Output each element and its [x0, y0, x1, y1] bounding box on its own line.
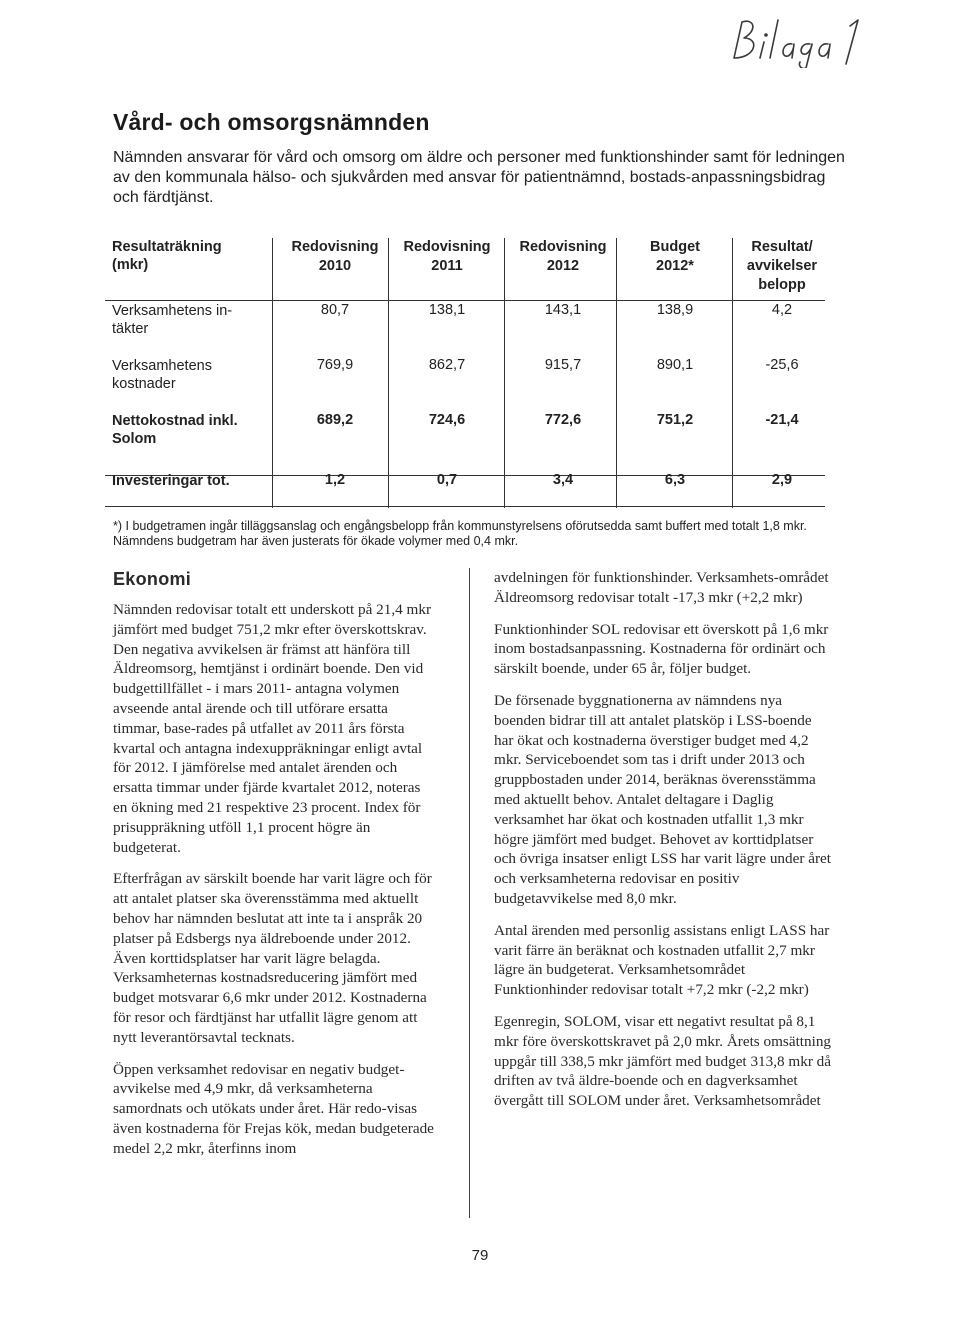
- table-cell: 4,2: [771, 302, 793, 318]
- right-column: [494, 568, 834, 1123]
- table-cell: 772,6: [544, 412, 582, 428]
- table-cell: 751,2: [656, 412, 694, 428]
- table-row: [105, 357, 825, 412]
- table-cell: 689,2: [316, 412, 354, 428]
- table-rule: [105, 506, 825, 507]
- table-cell: 80,7: [320, 302, 350, 318]
- header-cell: Redovisning 2010: [291, 239, 379, 274]
- header-cell: Budget 2012*: [650, 239, 700, 274]
- table-cell: 138,9: [656, 302, 694, 318]
- left-column: [113, 600, 438, 1171]
- table-cell: 724,6: [428, 412, 466, 428]
- body-paragraph: Funktionhinder SOL redovisar ett överskott på 1,6 mkr inom bostadsanpassning. Kostnaderna för ordinärt och särskilt boende, under 65 år, följer budget.: [494, 620, 829, 678]
- table-cell: -21,4: [765, 412, 799, 428]
- intro-paragraph: Nämnden ansvarar för vård och omsorg om äldre och personer med funktionshinder samt för ledningen av den kommunala hälso- och sjukvården med ansvar för patientnämnd, bostads-anpassningsbidrag och färdtjänst.: [113, 149, 845, 206]
- table-cell: 769,9: [316, 357, 354, 373]
- table-row: [105, 302, 825, 357]
- column-divider: [469, 568, 470, 1218]
- table-cell: -25,6: [765, 357, 799, 373]
- body-paragraph: Egenregin, SOLOM, visar ett negativt resultat på 8,1 mkr före överskottskravet på 2,0 mkr. Årets omsättning uppgår till 338,5 mkr jämfört med budget 313,8 mkr då driften av två äldre-boende och en dagverksamhet övergått till SOLOM under året. Verksamhetsområdet: [494, 1012, 832, 1110]
- body-paragraph: De försenade byggnationerna av nämndens nya boenden bidrar till att antalet platsköp i LSS-boende har ökat och kostnaderna överstiger budget med 4,2 mkr. Serviceboendet som tas i drift under 2013 och gruppbostaden under 2014, beräknas överensstämma med aktuellt behov. Antalet deltagare i Daglig verksamhet har ökat och kostnaden utfallit 1,3 mkr högre jämfört med budget. Behovet av korttidplatser och övriga insatser enligt LSS har varit lägre under året och verksamheterna redovisar en positiv budgetavvikelse med 8,0 mkr.: [494, 691, 831, 907]
- table-cell: 915,7: [544, 357, 582, 373]
- table-cell: 6,3: [664, 472, 686, 488]
- header-cell: Redovisning 2011: [403, 239, 491, 274]
- table-cell: 143,1: [544, 302, 582, 318]
- table-cell: 0,7: [436, 472, 458, 488]
- body-paragraph: Öppen verksamhet redovisar en negativ budget-avvikelse med 4,9 mkr, då verksamheterna samordnats och utökats under året. Här redo-visas även kostnaderna för Frejas kök, medan budgeterade medel 2,2 mkr, återfinns inom: [113, 1060, 434, 1157]
- section-title: Ekonomi: [113, 569, 192, 589]
- header-cell: Resultaträkning (mkr): [112, 239, 222, 273]
- table-row: [105, 472, 825, 504]
- table-cell: 138,1: [428, 302, 466, 318]
- table-footnote: *) I budgetramen ingår tilläggsanslag och engångsbelopp från kommunstyrelsens oförutsedda samt buffert med totalt 1,8 mkr. Nämndens budgetram har även justerats för ökade volymer med 0,4 mkr.: [113, 519, 807, 548]
- body-paragraph: Antal ärenden med personlig assistans enligt LASS har varit färre än beräknat och kostnaden utfallit 2,7 mkr lägre än budgeterat. Verksamhetsområdet Funktionhinder redovisar totalt +7,2 mkr (-2,2 mkr): [494, 921, 830, 999]
- handwritten-note: [720, 8, 870, 68]
- body-paragraph: Efterfrågan av särskilt boende har varit lägre och för att antalet platser ska överensstämma med aktuellt behov har nämnden beslutat att inte ta i anspråk 20 platser på Edsbergs nya äldreboende under 2012. Även korttidsplatser har varit lägre belagda. Verksamheternas kostnadsreducering jämfört med budget motsvarar 6,6 mkr under 2012. Kostnaderna för resor och färdtjänst har utfallit lägre genom att nytt leverantörsavtal tecknats.: [113, 870, 432, 1046]
- table-cell: 2,9: [771, 472, 793, 488]
- page-heading: Vård- och omsorgsnämnden: [113, 109, 430, 135]
- header-cell: Redovisning 2012: [519, 239, 607, 274]
- body-paragraph: Nämnden redovisar totalt ett underskott på 21,4 mkr jämfört med budget 751,2 mkr efter överskottskrav. Den negativa avvikelsen är främst att hänföra till Äldreomsorg, hemtjänst i ordinärt boende. Den vid budgettillfället - i mars 2011- antagna volymen avseende antal ärende och till utförare ersatta timmar, base-rades på utfallet av 2011 års första kvartal och antagna indexuppräkningar enligt avtal för 2012. I jämförelse med antalet ärenden och ersatta timmar under fjärde kvartalet 2012, noteras en ökning med 21 respektive 23 procent. Index för prisuppräkning utföll 1,1 procent högre än budgeterat.: [113, 601, 432, 856]
- row-label: Nettokostnad inkl. Solom: [112, 413, 238, 447]
- table-cell: 862,7: [428, 357, 466, 373]
- header-cell: Resultat/ avvikelser belopp: [746, 239, 818, 293]
- table-row: [105, 412, 825, 465]
- results-table: [105, 238, 825, 497]
- row-label: Verksamhetens kostnader: [112, 358, 212, 392]
- row-label: Investeringar tot.: [112, 473, 230, 489]
- table-header-row: [105, 238, 825, 302]
- table-cell: 890,1: [656, 357, 694, 373]
- table-cell: 3,4: [552, 472, 574, 488]
- table-cell: 1,2: [324, 472, 346, 488]
- row-label: Verksamhetens in-täkter: [112, 303, 233, 337]
- page-number: 79: [471, 1247, 489, 1264]
- body-paragraph: avdelningen för funktionshinder. Verksamhets-området Äldreomsorg redovisar totalt -17,3 mkr (+2,2 mkr): [494, 569, 829, 606]
